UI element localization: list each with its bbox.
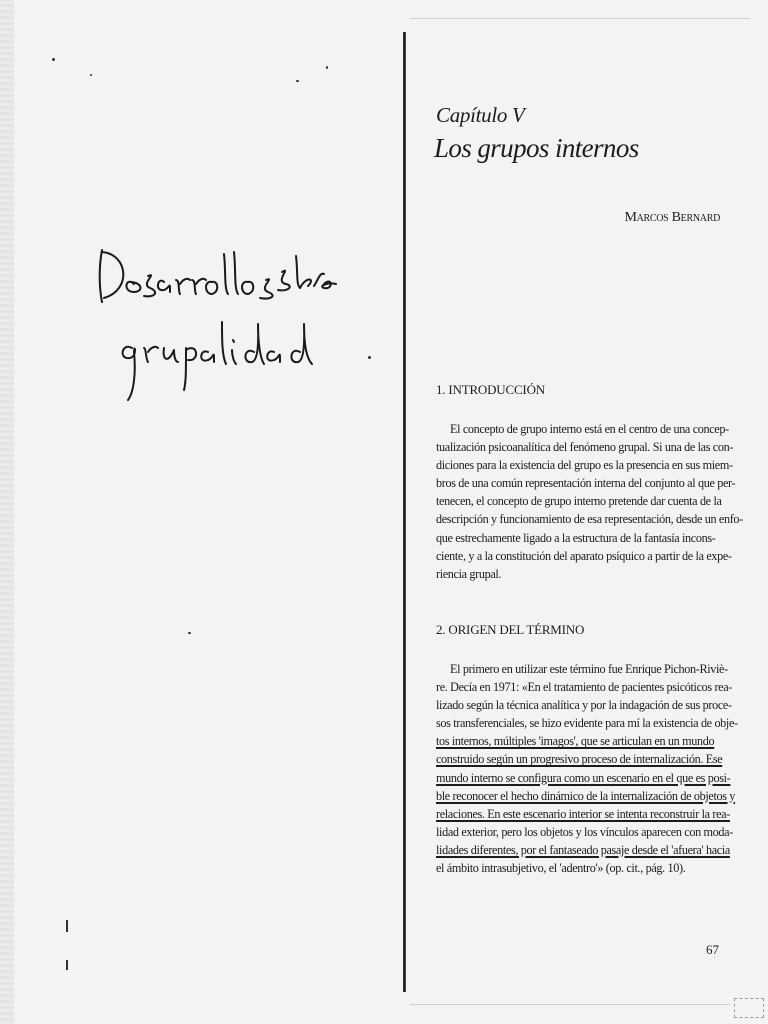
underlined-text-line: mundo interno se configura como un escenario en el que es posi- — [436, 770, 731, 785]
page-edge-shadow — [0, 0, 14, 1024]
text-line: tenecen, el concepto de grupo interno pretende dar cuenta de la — [436, 494, 722, 509]
underlined-text-line: relaciones. En este escenario interior se intenta reconstruir la rea- — [436, 806, 730, 821]
text-line: El concepto de grupo interno está en el centro de una concep- — [450, 422, 729, 436]
chapter-title: Los grupos internos — [434, 133, 639, 163]
text-line: El primero en utilizar este término fue Enrique Pichon-Riviè- — [450, 662, 728, 676]
text-line: re. Decía en 1971: «En el tratamiento de pacientes psicóticos rea- — [436, 680, 733, 695]
scan-speck — [188, 632, 191, 634]
text-line: lizado según la técnica analítica y por la indagación de sus proce- — [436, 698, 732, 713]
scan-speck — [296, 80, 299, 82]
margin-mark — [66, 920, 68, 932]
margin-mark — [66, 960, 68, 970]
underlined-text-line: lidades diferentes, por el fantaseado pasaje desde el 'afuera' hacia — [436, 842, 730, 857]
scan-corner-artifact — [734, 998, 764, 1018]
text-line: sos transferenciales, se hizo evidente para mí la existencia de obje- — [436, 716, 738, 731]
scan-speck — [326, 66, 328, 69]
paragraph — [436, 660, 738, 877]
section-heading: 2. ORIGEN DEL TÉRMINO — [436, 622, 585, 637]
underlined-text-line: construido según un progresivo proceso de internalización. Ese — [436, 752, 723, 767]
scan-speck — [90, 74, 92, 76]
paragraph — [436, 420, 743, 583]
handwritten-note-drawing — [88, 232, 338, 412]
text-line: el ámbito intrasubjetivo, el 'adentro'» (op. cit., pág. 10). — [436, 861, 686, 876]
text-line: descripción y funcionamiento de esa representación, desde un enfo- — [436, 512, 743, 527]
text-line: diciones para la existencia del grupo es la presencia en sus miem- — [436, 458, 733, 473]
underlined-text-line: tos internos, múltiples 'imagos', que se articulan en un mundo — [436, 734, 715, 749]
text-line: ciente, y a la constitución del aparato psíquico a partir de la expe- — [436, 548, 732, 563]
text-line: que estrechamente ligado a la estructura de la fantasía incons- — [436, 530, 716, 545]
scan-speck — [368, 356, 371, 359]
text-line: bros de una común representación interna del conjunto al que per- — [436, 476, 736, 491]
text-line: lidad exterior, pero los objetos y los vínculos aparecen con moda- — [436, 824, 733, 839]
text-line: riencia grupal. — [436, 566, 502, 581]
page-number: 67 — [706, 942, 719, 957]
scan-speck — [52, 58, 55, 61]
handwritten-note — [88, 232, 338, 412]
book-spine — [403, 32, 406, 992]
section-heading: 1. INTRODUCCIÓN — [436, 382, 545, 397]
text-line: tualización psicoanalítica del fenómeno grupal. Si una de las con- — [436, 440, 734, 455]
right-page — [424, 0, 743, 1024]
underlined-text-line: ble reconocer el hecho dinámico de la internalización de objetos y — [436, 788, 736, 803]
author-name: Marcos Bernard — [624, 210, 720, 225]
chapter-label: Capítulo V — [436, 103, 525, 127]
